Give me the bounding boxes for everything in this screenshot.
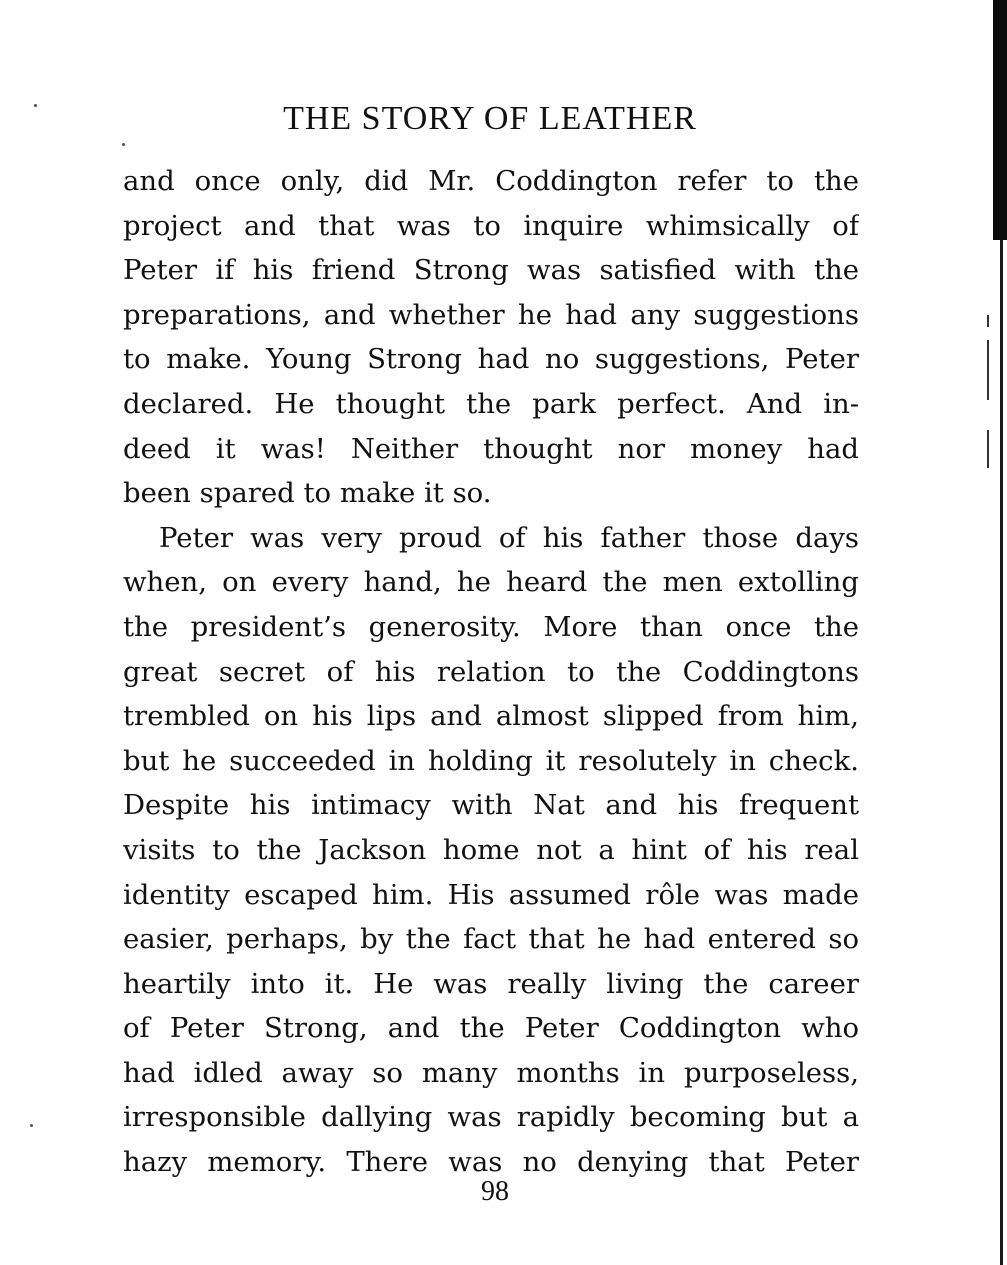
scan-speck bbox=[30, 1124, 33, 1127]
text-line: easier, perhaps, by the fact that he had entered so bbox=[123, 923, 859, 956]
text-line: Despite his intimacy with Nat and his frequent bbox=[123, 789, 859, 822]
text-line: trembled on his lips and almost slipped from him, bbox=[123, 700, 859, 733]
text-line: great secret of his relation to the Coddingtons bbox=[123, 655, 859, 688]
text-line: declared. He thought the park perfect. And in- bbox=[123, 387, 859, 420]
text-line: and once only, did Mr. Coddington refer to the bbox=[123, 165, 859, 197]
text-line: but he succeeded in holding it resolutely in check. bbox=[123, 744, 859, 777]
text-line: the president’s generosity. More than once the bbox=[123, 610, 859, 643]
text-line: to make. Young Strong had no suggestions, Peter bbox=[123, 343, 859, 376]
text-line: Peter if his friend Strong was satisfied with the bbox=[123, 254, 859, 287]
text-line: heartily into it. He was really living the career bbox=[123, 967, 859, 1000]
page-number: 98 bbox=[481, 1176, 509, 1207]
text-line: identity escaped him. His assumed rôle was made bbox=[123, 878, 859, 911]
text-line: had idled away so many months in purposeless, bbox=[123, 1056, 859, 1089]
text-line: when, on every hand, he heard the men extolling bbox=[123, 566, 859, 599]
scan-edge-mark bbox=[987, 430, 989, 468]
text-line: preparations, and whether he had any suggestions bbox=[123, 298, 859, 331]
text-line: visits to the Jackson home not a hint of his real bbox=[123, 833, 859, 866]
scan-edge-shadow bbox=[993, 0, 1007, 240]
text-line: project and that was to inquire whimsically of bbox=[123, 209, 859, 242]
text-line: been spared to make it so. bbox=[123, 477, 492, 510]
text-line: Peter was very proud of his father those days bbox=[159, 521, 859, 554]
text-line: of Peter Strong, and the Peter Coddington who bbox=[123, 1012, 859, 1045]
text-line: deed it was! Neither thought nor money had bbox=[123, 432, 859, 465]
scan-speck bbox=[122, 143, 125, 146]
scan-edge-line bbox=[1000, 240, 1003, 1265]
running-head: THE STORY OF LEATHER bbox=[283, 100, 697, 137]
scan-edge-mark bbox=[987, 340, 989, 400]
text-line: irresponsible dallying was rapidly becoming but a bbox=[123, 1101, 859, 1134]
scan-edge-mark bbox=[987, 315, 989, 327]
text-line: hazy memory. There was no denying that Peter bbox=[123, 1146, 859, 1179]
body-text bbox=[123, 159, 859, 1185]
